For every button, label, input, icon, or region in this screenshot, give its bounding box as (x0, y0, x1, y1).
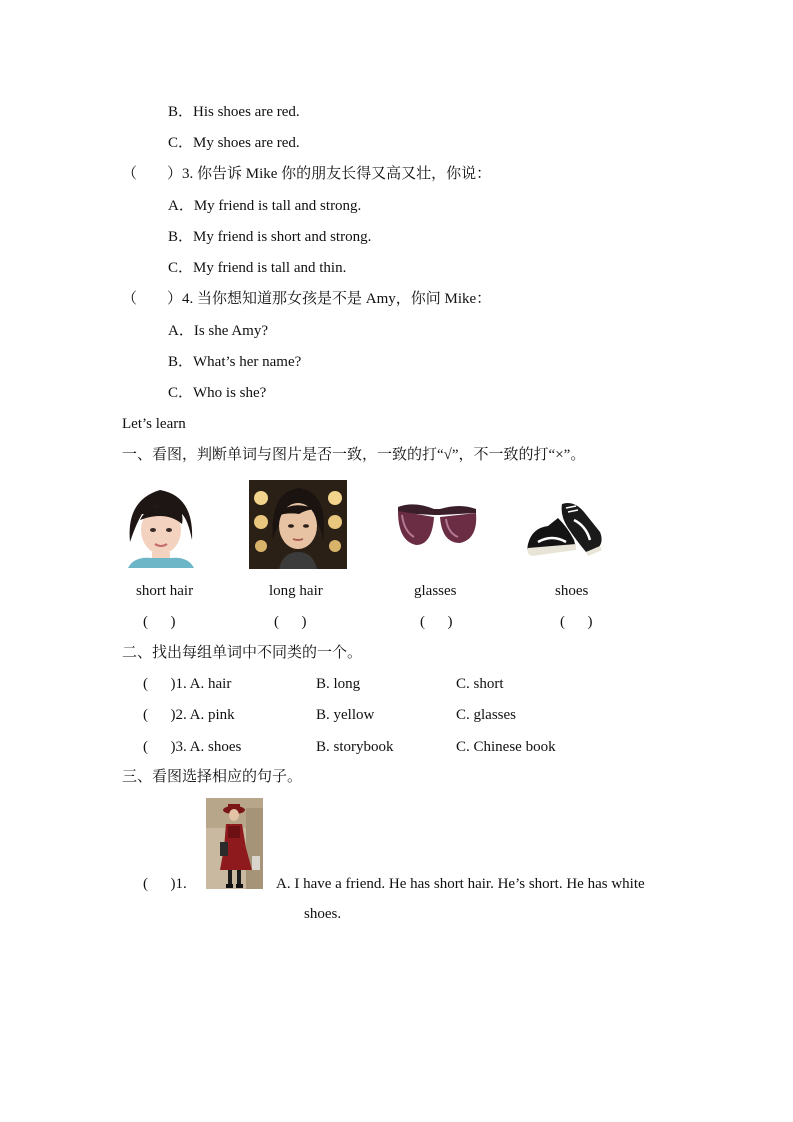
q4-option-b: B．What’s her name? (168, 354, 302, 370)
item-label-short-hair: short hair (136, 583, 194, 599)
item-label-long-hair: long hair (269, 583, 323, 599)
s3-q1-option-a-line1: A. I have a friend. He has short hair. He’s short. He has white (276, 876, 645, 892)
shoes-photo (524, 498, 603, 562)
s2-row3-c: C. Chinese book (456, 739, 556, 755)
long-hair-photo (249, 480, 347, 569)
q4-stem: （ ）4. 当你想知道那女孩是不是 Amy，你问 Mike： (122, 291, 492, 307)
q3-option-c: C．My friend is tall and thin. (168, 260, 347, 276)
lets-learn-heading: Let’s learn (122, 416, 186, 432)
s2-row3-a: ( )3. A. shoes (143, 739, 242, 755)
section3-title: 三、看图选择相应的句子。 (122, 769, 303, 785)
answer-blank-2[interactable]: ( ) (274, 614, 307, 630)
section2-title: 二、找出每组单词中不同类的一个。 (122, 645, 363, 661)
short-hair-photo (122, 480, 199, 568)
q3-option-b: B．My friend is short and strong. (168, 229, 372, 245)
girl-red-dress-photo (206, 798, 263, 889)
q4-option-c: C．Who is she? (168, 385, 267, 401)
q4-option-a: A．Is she Amy? (168, 323, 268, 339)
s2-row2-a: ( )2. A. pink (143, 707, 235, 723)
s2-row1-c: C. short (456, 676, 504, 692)
s2-row1-b: B. long (316, 676, 361, 692)
answer-blank-3[interactable]: ( ) (420, 614, 453, 630)
s3-q1-number[interactable]: ( )1. (143, 876, 187, 892)
item-label-shoes: shoes (555, 583, 589, 599)
s2-row2-b: B. yellow (316, 707, 375, 723)
item-label-glasses: glasses (414, 583, 457, 599)
s2-row1-a: ( )1. A. hair (143, 676, 232, 692)
s3-q1-option-a-line2: shoes. (304, 906, 342, 922)
q2-option-c: C．My shoes are red. (168, 135, 300, 151)
q3-option-a: A．My friend is tall and strong. (168, 198, 362, 214)
q2-option-b: B．His shoes are red. (168, 104, 300, 120)
s2-row2-c: C. glasses (456, 707, 516, 723)
glasses-photo (394, 497, 480, 551)
s2-row3-b: B. storybook (316, 739, 394, 755)
answer-blank-4[interactable]: ( ) (560, 614, 593, 630)
answer-blank-1[interactable]: ( ) (143, 614, 176, 630)
section1-title: 一、看图，判断单词与图片是否一致，一致的打“√”，不一致的打“×”。 (122, 447, 586, 463)
q3-stem: （ ）3. 你告诉 Mike 你的朋友长得又高又壮，你说： (122, 166, 492, 182)
